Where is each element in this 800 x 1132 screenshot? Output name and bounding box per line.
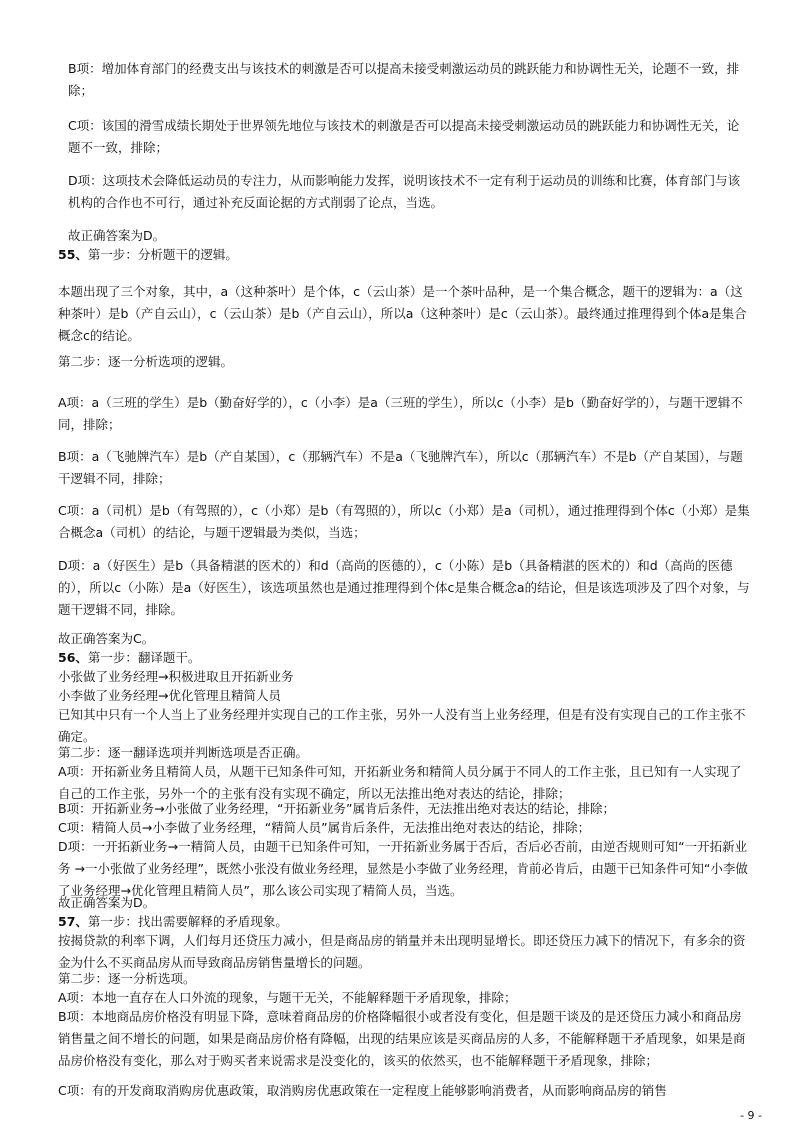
q55-answer: 故正确答案为C。 [58,631,155,646]
q57-option-a: A项：本地一直存在人口外流的现象，与题干无关，不能解释题干矛盾现象，排除； [58,990,517,1005]
q56-option-b: B项：开拓新业务→小张做了业务经理，“开拓新业务”属肯后条件，无法推出绝对表达的结论，排除； [58,801,616,816]
q56-option-a: A项：开拓新业务且精简人员，从题干已知条件可知，开拓新业务和精简人员分属于不同人的工作主张，且已知有一人实现了自己的工作主张，另外一个的主张有没有实现不确定，所以无法推出绝对表达的结论，排除； [58,764,742,801]
q57-option-c: C项：有的开发商取消购房优惠政策，取消购房优惠政策在一定程度上能够影响消费者，从而影响商品房的销售 [58,1083,667,1098]
q57-number: 57、 [58,914,88,929]
q56-known: 已知其中只有一个人当上了业务经理并实现自己的工作主张，另外一人没有当上业务经理，但是有没有实现自己的工作主张不确定。 [58,707,746,744]
q54-answer: 故正确答案为D。 [68,228,166,243]
q55-option-b: B项：a（飞驰牌汽车）是b（产自某国），c（那辆汽车）不是a（飞驰牌汽车），所以c（那辆汽车）不是b（产自某国），与题干逻辑不同，排除； [58,449,743,486]
q54-option-b: B项：增加体育部门的经费支出与该技术的刺激是否可以提高未接受刺激运动员的跳跃能力和协调性无关，论题不一致，排除； [68,61,740,98]
q57-step1: 第一步：找出需要解释的矛盾现象。 [87,914,288,929]
q55-option-c: C项：a（司机）是b（有驾照的），c（小郑）是b（有驾照的），所以c（小郑）是a（司机），通过推理得到个体c（小郑）是集合概念a（司机）的结论，与题干逻辑最为类似，当选； [58,503,750,540]
q57-analysis: 按揭贷款的利率下调，人们每月还贷压力减小，但是商品房的销量并未出现明显增长。即还贷压力减下的情况下，有多余的资金为什么不买商品房从而导致商品房销售量增长的问题。 [58,933,746,970]
q56-answer: 故正确答案为D。 [58,895,156,910]
q56-number: 56、 [58,650,88,665]
q55-step2: 第二步：逐一分析选项的逻辑。 [58,354,234,369]
q56-option-d: D项：一开拓新业务→一精简人员，由题干已知条件可知，一开拓新业务属于否后，否后必否前，由逆否规则可知“一开拓新业务 →一小张做了业务经理”，既然小张没有做业务经理，显然是小李做了业务经理，肯前必肯后，由题干已知条件可知“小李做了业务经理→优化管理且精简人员”，那么该公司实现了精简人员，当选。 [58,839,748,898]
q55-option-d: D项：a（好医生）是b（具备精湛的医术的）和d（高尚的医德的），c（小陈）是b（具备精湛的医术的）和d（高尚的医德的），所以c（小陈）是a（好医生），该选项虽然也是通过推理得到个体c是集合概念a的结论，但是该选项涉及了四个对象，与题干逻辑不同，排除。 [58,558,750,617]
q56-premise-1: 小张做了业务经理→积极进取且开拓新业务 [58,669,294,684]
q55-analysis: 本题出现了三个对象，其中，a（这种茶叶）是个体，c（云山茶）是一个茶叶品种，是一个集合概念，题干的逻辑为：a（这种茶叶）是b（产自云山），c（云山茶）是b（产自云山），所以a（这种茶叶）是c（云山茶）。最终通过推理得到个体a是集合概念c的结论。 [58,284,747,343]
q54-option-d: D项：这项技术会降低运动员的专注力，从而影响能力发挥，说明该技术不一定有利于运动员的训练和比赛，体育部门与该机构的合作也不可行，通过补充反面论据的方式削弱了论点，当选。 [68,173,741,210]
q57-step2: 第二步：逐一分析选项。 [58,971,196,986]
q56-step1: 第一步：翻译题干。 [87,650,201,665]
q55-number: 55、 [58,247,88,262]
q55-option-a: A项：a（三班的学生）是b（勤奋好学的），c（小李）是a（三班的学生），所以c（小李）是b（勤奋好学的），与题干逻辑不同，排除； [58,395,743,432]
q55-step1: 第一步：分析题干的逻辑。 [87,247,238,262]
q56-premise-2: 小李做了业务经理→优化管理且精简人员 [58,688,281,703]
q56-option-c: C项：精简人员→小李做了业务经理，“精简人员”属肯后条件，无法推出绝对表达的结论，排除； [58,820,591,835]
q54-option-c: C项：该国的滑雪成绩长期处于世界领先地位与该技术的刺激是否可以提高未接受刺激运动员的跳跃能力和协调性无关，论题不一致，排除； [68,118,740,155]
q55-heading [58,244,750,266]
q56-step2: 第二步：逐一翻译选项并判断选项是否正确。 [58,745,309,760]
page-number: - 9 - [740,1109,762,1122]
q57-option-b: B项：本地商品房价格没有明显下降，意味着商品房的价格降幅很小或者没有变化，但是题干谈及的是还贷压力减小和商品房销售量之间不增长的问题，如果是商品房价格有降幅，出现的结果应该是买商品房的人多，不能解释题干矛盾现象，如果是商品房价格没有变化，那么对于购买者来说需求是没变化的，该买的依然买，也不能解释题干矛盾现象，排除； [58,1009,746,1068]
